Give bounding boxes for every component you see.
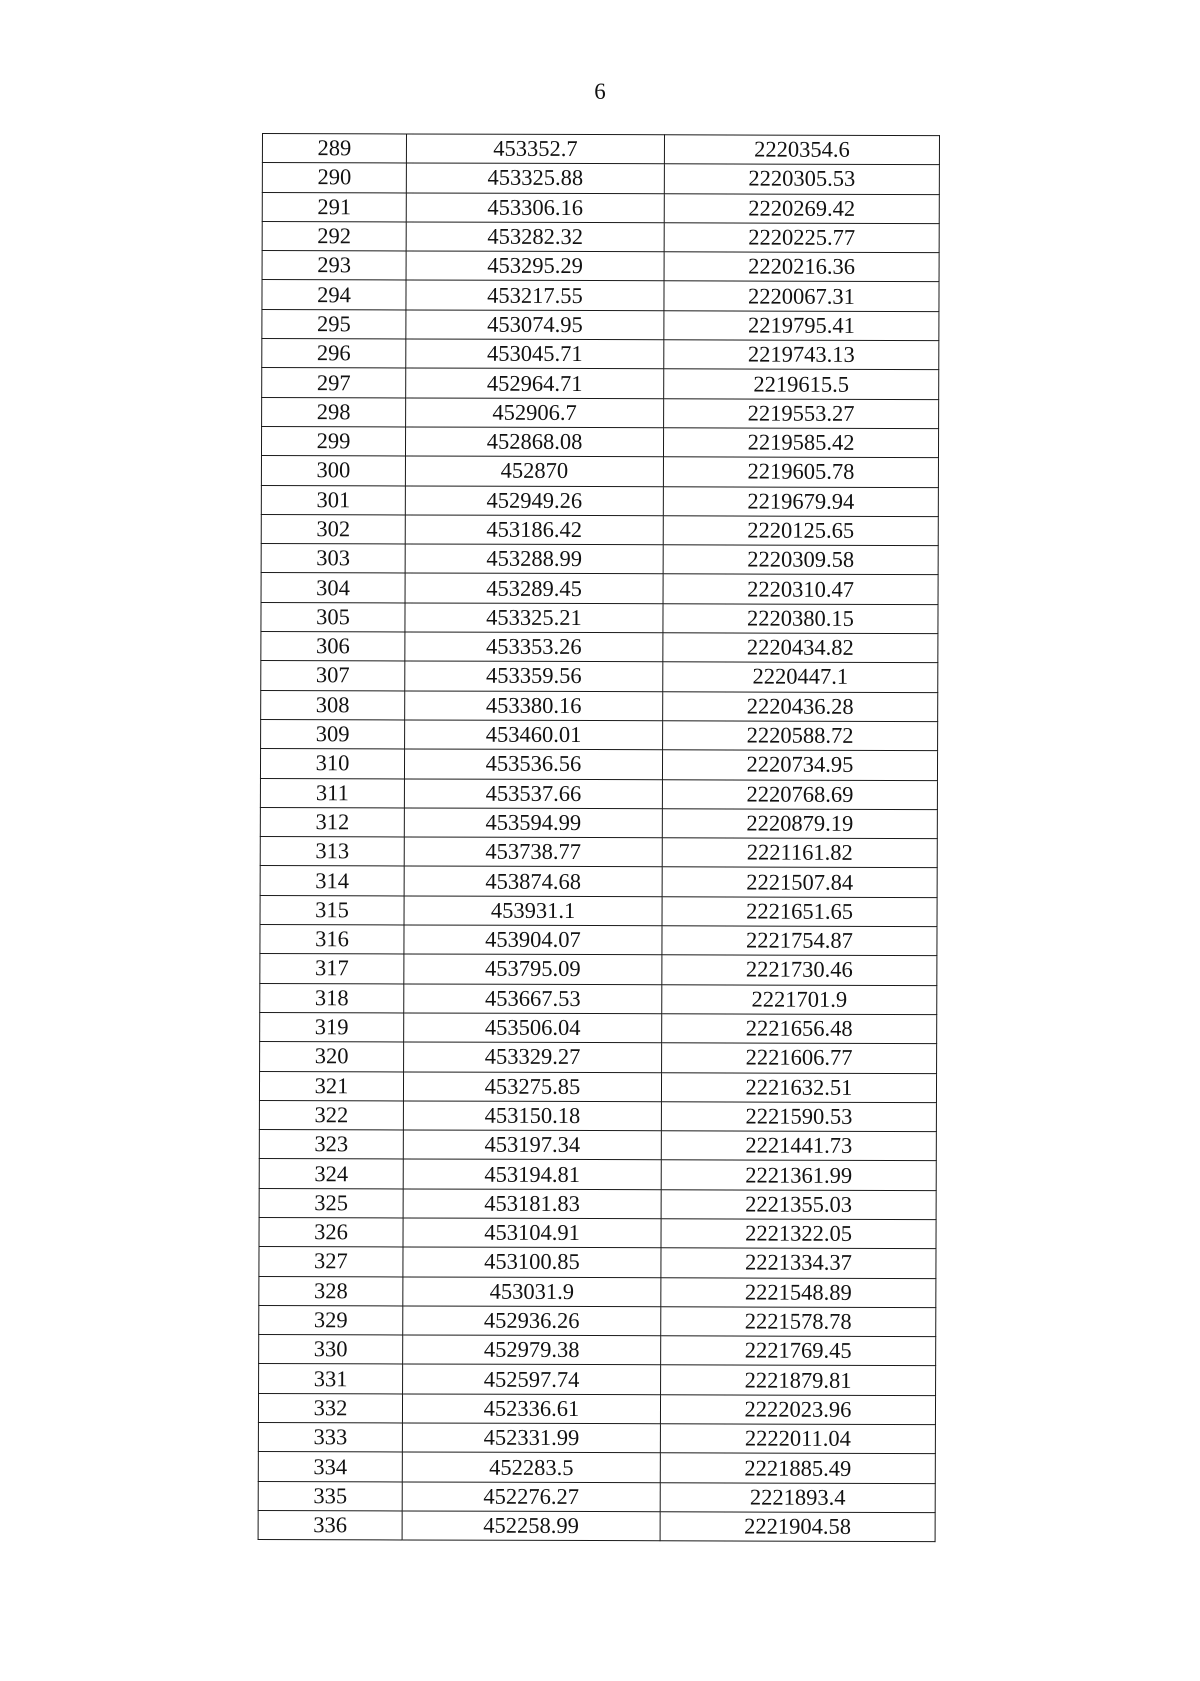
y-coordinate-cell: 2220125.65 <box>663 516 938 546</box>
y-coordinate-cell: 2221632.51 <box>661 1072 936 1102</box>
table-row <box>262 134 939 165</box>
y-coordinate-cell: 2219615.5 <box>664 369 939 399</box>
point-number-cell: 323 <box>259 1130 403 1160</box>
y-coordinate-cell: 2221754.87 <box>662 926 937 956</box>
y-coordinate-cell: 2219743.13 <box>664 340 939 370</box>
point-number-cell: 292 <box>262 221 406 251</box>
x-coordinate-cell: 453738.77 <box>404 837 662 867</box>
table-row <box>262 163 939 194</box>
point-number-cell: 321 <box>259 1071 403 1101</box>
x-coordinate-cell: 453359.56 <box>405 661 663 691</box>
x-coordinate-cell: 453667.53 <box>404 984 662 1014</box>
x-coordinate-cell: 452870 <box>405 456 663 486</box>
point-number-cell: 319 <box>260 1012 404 1042</box>
x-coordinate-cell: 453460.01 <box>405 720 663 750</box>
point-number-cell: 335 <box>258 1481 402 1511</box>
y-coordinate-cell: 2221590.53 <box>661 1102 936 1132</box>
point-number-cell: 327 <box>259 1247 403 1277</box>
point-number-cell: 291 <box>262 192 406 222</box>
table-row <box>262 221 939 252</box>
y-coordinate-cell: 2219795.41 <box>664 311 939 341</box>
y-coordinate-cell: 2221885.49 <box>660 1453 935 1483</box>
table-row <box>261 690 938 721</box>
table-row <box>259 1364 936 1395</box>
table-row <box>261 661 938 692</box>
table-row <box>260 866 937 897</box>
table-row <box>258 1423 935 1454</box>
point-number-cell: 316 <box>260 925 404 955</box>
point-number-cell: 305 <box>261 602 405 632</box>
table-row <box>258 1510 935 1541</box>
table-row <box>259 1247 936 1278</box>
table-row <box>262 192 939 223</box>
y-coordinate-cell: 2220879.19 <box>662 809 937 839</box>
x-coordinate-cell: 453194.81 <box>403 1159 661 1189</box>
x-coordinate-cell: 452936.26 <box>403 1306 661 1336</box>
point-number-cell: 317 <box>260 954 404 984</box>
y-coordinate-cell: 2221334.37 <box>661 1248 936 1278</box>
x-coordinate-cell: 453329.27 <box>404 1042 662 1072</box>
x-coordinate-cell: 453380.16 <box>405 691 663 721</box>
y-coordinate-cell: 2221904.58 <box>660 1512 935 1542</box>
point-number-cell: 310 <box>260 749 404 779</box>
table-row <box>259 1276 936 1307</box>
table-row <box>260 895 937 926</box>
table-row <box>261 544 938 575</box>
x-coordinate-cell: 453181.83 <box>403 1189 661 1219</box>
y-coordinate-cell: 2221161.82 <box>662 838 937 868</box>
point-number-cell: 290 <box>262 163 406 193</box>
x-coordinate-cell: 452258.99 <box>402 1511 660 1541</box>
x-coordinate-cell: 452336.61 <box>402 1394 660 1424</box>
y-coordinate-cell: 2220434.82 <box>663 633 938 663</box>
y-coordinate-cell: 2221769.45 <box>661 1336 936 1366</box>
x-coordinate-cell: 453104.91 <box>403 1218 661 1248</box>
x-coordinate-cell: 453325.88 <box>406 163 664 193</box>
point-number-cell: 336 <box>258 1510 402 1540</box>
x-coordinate-cell: 453217.55 <box>406 280 664 310</box>
x-coordinate-cell: 453031.9 <box>403 1277 661 1307</box>
table-row <box>260 1012 937 1043</box>
point-number-cell: 295 <box>262 309 406 339</box>
x-coordinate-cell: 453795.09 <box>404 954 662 984</box>
table-row <box>259 1130 936 1161</box>
y-coordinate-cell: 2220380.15 <box>663 604 938 634</box>
x-coordinate-cell: 452597.74 <box>403 1364 661 1394</box>
point-number-cell: 329 <box>259 1305 403 1335</box>
table-row <box>261 573 938 604</box>
x-coordinate-cell: 452964.71 <box>406 368 664 398</box>
y-coordinate-cell: 2221322.05 <box>661 1219 936 1249</box>
x-coordinate-cell: 453325.21 <box>405 603 663 633</box>
table-row <box>260 749 937 780</box>
point-number-cell: 296 <box>262 339 406 369</box>
x-coordinate-cell: 452949.26 <box>405 486 663 516</box>
x-coordinate-cell: 453275.85 <box>403 1071 661 1101</box>
y-coordinate-cell: 2221361.99 <box>661 1160 936 1190</box>
y-coordinate-cell: 2220309.58 <box>663 545 938 575</box>
point-number-cell: 307 <box>261 661 405 691</box>
point-number-cell: 312 <box>260 807 404 837</box>
x-coordinate-cell: 453536.56 <box>404 749 662 779</box>
y-coordinate-cell: 2220734.95 <box>662 750 937 780</box>
y-coordinate-cell: 2221507.84 <box>662 867 937 897</box>
table-row <box>259 1305 936 1336</box>
table-row <box>261 426 938 457</box>
y-coordinate-cell: 2222023.96 <box>660 1395 935 1425</box>
x-coordinate-cell: 453353.26 <box>405 632 663 662</box>
point-number-cell: 301 <box>261 485 405 515</box>
x-coordinate-cell: 453282.32 <box>406 222 664 252</box>
table-row <box>259 1188 936 1219</box>
point-number-cell: 320 <box>260 1042 404 1072</box>
table-row <box>259 1100 936 1131</box>
table-row <box>260 1042 937 1073</box>
y-coordinate-cell: 2221355.03 <box>661 1189 936 1219</box>
y-coordinate-cell: 2221606.77 <box>662 1043 937 1073</box>
point-number-cell: 297 <box>262 368 406 398</box>
y-coordinate-cell: 2220225.77 <box>664 223 939 253</box>
y-coordinate-cell: 2221548.89 <box>661 1277 936 1307</box>
y-coordinate-cell: 2221441.73 <box>661 1131 936 1161</box>
y-coordinate-cell: 2222011.04 <box>660 1424 935 1454</box>
table-row <box>260 837 937 868</box>
y-coordinate-cell: 2220447.1 <box>663 662 938 692</box>
table-row <box>259 1217 936 1248</box>
table-row <box>260 778 937 809</box>
table-row <box>259 1159 936 1190</box>
point-number-cell: 325 <box>259 1188 403 1218</box>
x-coordinate-cell: 453874.68 <box>404 866 662 896</box>
page-number: 6 <box>594 79 606 104</box>
coordinates-table <box>258 133 940 1542</box>
y-coordinate-cell: 2221893.4 <box>660 1482 935 1512</box>
x-coordinate-cell: 453295.29 <box>406 251 664 281</box>
point-number-cell: 309 <box>261 719 405 749</box>
point-number-cell: 333 <box>258 1423 402 1453</box>
y-coordinate-cell: 2221879.81 <box>661 1365 936 1395</box>
table-row <box>260 925 937 956</box>
y-coordinate-cell: 2219679.94 <box>663 486 938 516</box>
y-coordinate-cell: 2220354.6 <box>664 135 939 165</box>
table-row <box>262 339 939 370</box>
x-coordinate-cell: 453931.1 <box>404 896 662 926</box>
y-coordinate-cell: 2219553.27 <box>664 398 939 428</box>
y-coordinate-cell: 2219585.42 <box>663 428 938 458</box>
x-coordinate-cell: 452283.5 <box>402 1452 660 1482</box>
table-row <box>259 1071 936 1102</box>
point-number-cell: 289 <box>262 134 406 164</box>
x-coordinate-cell: 453186.42 <box>405 515 663 545</box>
x-coordinate-cell: 453100.85 <box>403 1247 661 1277</box>
y-coordinate-cell: 2220216.36 <box>664 252 939 282</box>
x-coordinate-cell: 453506.04 <box>404 1013 662 1043</box>
point-number-cell: 298 <box>262 397 406 427</box>
table-row <box>259 1335 936 1366</box>
x-coordinate-cell: 452331.99 <box>402 1423 660 1453</box>
point-number-cell: 326 <box>259 1217 403 1247</box>
point-number-cell: 330 <box>259 1335 403 1365</box>
y-coordinate-cell: 2220269.42 <box>664 193 939 223</box>
point-number-cell: 334 <box>258 1452 402 1482</box>
x-coordinate-cell: 453306.16 <box>406 193 664 223</box>
x-coordinate-cell: 452906.7 <box>406 398 664 428</box>
point-number-cell: 306 <box>261 632 405 662</box>
x-coordinate-cell: 453197.34 <box>403 1130 661 1160</box>
point-number-cell: 299 <box>261 426 405 456</box>
table-row <box>261 456 938 487</box>
point-number-cell: 304 <box>261 573 405 603</box>
point-number-cell: 300 <box>261 456 405 486</box>
x-coordinate-cell: 453537.66 <box>404 778 662 808</box>
y-coordinate-cell: 2220588.72 <box>663 721 938 751</box>
point-number-cell: 293 <box>262 251 406 281</box>
table-row <box>262 397 939 428</box>
point-number-cell: 302 <box>261 514 405 544</box>
x-coordinate-cell: 453352.7 <box>406 134 664 164</box>
point-number-cell: 331 <box>259 1364 403 1394</box>
table-row <box>261 602 938 633</box>
x-coordinate-cell: 453045.71 <box>406 339 664 369</box>
point-number-cell: 315 <box>260 895 404 925</box>
point-number-cell: 303 <box>261 544 405 574</box>
y-coordinate-cell: 2220436.28 <box>663 691 938 721</box>
table-row <box>260 983 937 1014</box>
point-number-cell: 328 <box>259 1276 403 1306</box>
x-coordinate-cell: 453074.95 <box>406 310 664 340</box>
point-number-cell: 294 <box>262 280 406 310</box>
x-coordinate-cell: 453904.07 <box>404 925 662 955</box>
y-coordinate-cell: 2220067.31 <box>664 281 939 311</box>
x-coordinate-cell: 453288.99 <box>405 544 663 574</box>
y-coordinate-cell: 2220768.69 <box>662 779 937 809</box>
x-coordinate-cell: 452276.27 <box>402 1482 660 1512</box>
table-row <box>261 485 938 516</box>
table-row <box>262 251 939 282</box>
point-number-cell: 314 <box>260 866 404 896</box>
table-row <box>261 632 938 663</box>
point-number-cell: 324 <box>259 1159 403 1189</box>
table-row <box>258 1452 935 1483</box>
x-coordinate-cell: 452868.08 <box>405 427 663 457</box>
x-coordinate-cell: 453150.18 <box>403 1101 661 1131</box>
table-row <box>260 807 937 838</box>
x-coordinate-cell: 452979.38 <box>403 1335 661 1365</box>
y-coordinate-cell: 2221578.78 <box>661 1307 936 1337</box>
y-coordinate-cell: 2221730.46 <box>662 955 937 985</box>
table-row <box>262 280 939 311</box>
table-row <box>262 368 939 399</box>
point-number-cell: 322 <box>259 1100 403 1130</box>
table-row <box>258 1393 935 1424</box>
point-number-cell: 332 <box>258 1393 402 1423</box>
table-row <box>260 954 937 985</box>
table-row <box>261 719 938 750</box>
table-row <box>261 514 938 545</box>
y-coordinate-cell: 2221651.65 <box>662 896 937 926</box>
x-coordinate-cell: 453289.45 <box>405 573 663 603</box>
y-coordinate-cell: 2221701.9 <box>662 984 937 1014</box>
coordinates-table-body <box>258 134 939 1542</box>
point-number-cell: 311 <box>260 778 404 808</box>
y-coordinate-cell: 2220310.47 <box>663 574 938 604</box>
y-coordinate-cell: 2219605.78 <box>663 457 938 487</box>
point-number-cell: 308 <box>261 690 405 720</box>
point-number-cell: 318 <box>260 983 404 1013</box>
x-coordinate-cell: 453594.99 <box>404 808 662 838</box>
y-coordinate-cell: 2220305.53 <box>664 164 939 194</box>
table-row <box>262 309 939 340</box>
y-coordinate-cell: 2221656.48 <box>662 1014 937 1044</box>
table-row <box>258 1481 935 1512</box>
point-number-cell: 313 <box>260 837 404 867</box>
